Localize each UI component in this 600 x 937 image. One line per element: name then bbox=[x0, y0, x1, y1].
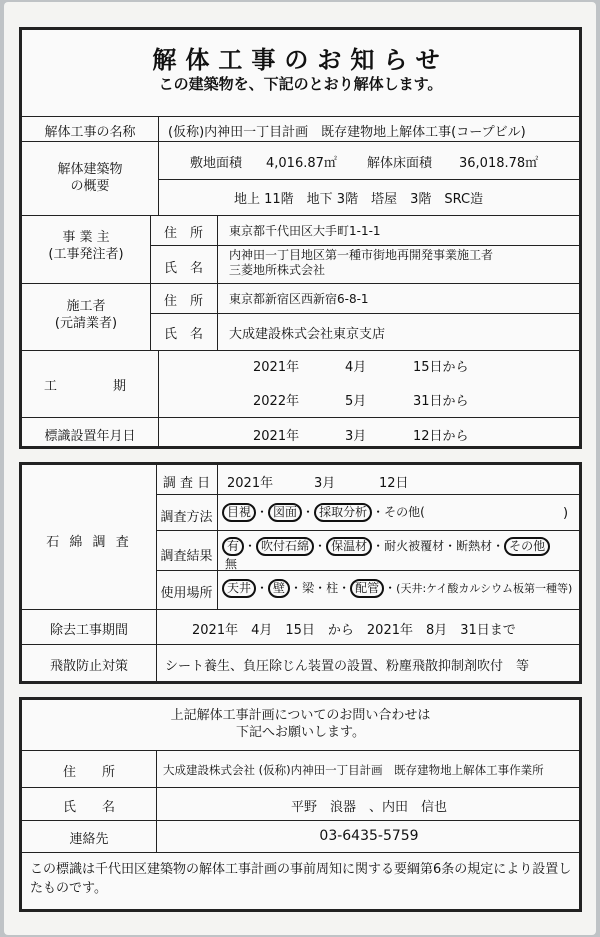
location-piping: 配管 bbox=[350, 579, 384, 598]
legal-note: この標識は千代田区建築物の解体工事計画の事前周知に関する要綱第6条の規定により設置したものです。 bbox=[30, 862, 572, 896]
location-label: 使用場所 bbox=[160, 586, 213, 601]
period-end-day: 31日から bbox=[413, 394, 469, 409]
method-visual: 目視 bbox=[222, 503, 256, 522]
demolition-notice-panel bbox=[19, 27, 582, 449]
result-insulation: 保温材 bbox=[326, 537, 372, 556]
column-divider bbox=[158, 350, 159, 449]
location-beam: 梁 bbox=[302, 581, 315, 595]
result-none: 無 bbox=[225, 557, 238, 571]
row-divider bbox=[156, 570, 582, 571]
asbestos-section-label: 石 綿 調 査 bbox=[46, 535, 132, 550]
owner-name-line: 内神田一丁目地区第一種市街地再開発事業施工者 bbox=[229, 248, 494, 262]
contact-name-value: 平野 浪器 、内田 信也 bbox=[290, 800, 447, 815]
project-name-label: 解体工事の名称 bbox=[44, 125, 136, 140]
row-divider bbox=[22, 141, 582, 142]
contractor-address-label: 住 所 bbox=[163, 294, 203, 309]
row-divider bbox=[150, 245, 582, 246]
period-label: 工 期 bbox=[43, 379, 136, 394]
contractor-address-value: 東京都新宿区西新宿6-8-1 bbox=[229, 292, 369, 306]
notice-title: 解体工事のお知らせ bbox=[152, 46, 449, 74]
location-wall: 壁 bbox=[268, 579, 290, 598]
label-line: 解体建築物 bbox=[57, 162, 123, 177]
label-line: (元請業者) bbox=[54, 316, 118, 331]
row-divider bbox=[22, 644, 582, 645]
location-ceiling: 天井 bbox=[222, 579, 256, 598]
survey-method-values: 目視 ・ 図面 ・ 採取分析 ・その他( bbox=[222, 503, 425, 522]
row-divider bbox=[22, 852, 582, 853]
location-values: 天井 ・ 壁 ・梁・柱・ 配管 ・(天井:ケイ酸カルシウム板第一種等) bbox=[222, 579, 572, 598]
owner-name-line: 三菱地所株式会社 bbox=[229, 263, 326, 277]
removal-period-value: 2021年 4月 15日 から 2021年 8月 31日まで bbox=[192, 623, 516, 638]
row-divider bbox=[156, 494, 582, 495]
contact-intro bbox=[22, 707, 579, 741]
row-divider bbox=[22, 820, 582, 821]
period-start-day: 15日から bbox=[413, 360, 469, 375]
method-drawing: 図面 bbox=[268, 503, 302, 522]
survey-date-day: 12日 bbox=[379, 476, 409, 491]
prevention-label: 飛散防止対策 bbox=[49, 659, 128, 674]
intro-line: 下記へお願いします。 bbox=[236, 725, 365, 740]
column-divider bbox=[158, 116, 159, 215]
contractor-label bbox=[22, 298, 150, 332]
removal-period-label: 除去工事期間 bbox=[49, 623, 128, 638]
owner-name-value bbox=[229, 248, 493, 278]
row-divider bbox=[22, 609, 582, 610]
owner-label bbox=[22, 229, 150, 263]
owner-address-label: 住 所 bbox=[163, 226, 203, 241]
column-divider bbox=[217, 465, 218, 609]
label-line: 施工者 bbox=[66, 299, 106, 314]
location-note: (天井:ケイ酸カルシウム板第一種等) bbox=[396, 582, 573, 595]
survey-date-label: 調 査 日 bbox=[162, 476, 211, 491]
column-divider bbox=[217, 215, 218, 350]
method-other: その他( bbox=[384, 505, 425, 519]
label-line: の概要 bbox=[70, 179, 110, 194]
result-fireproofing: 耐火被覆材 bbox=[384, 539, 445, 553]
contact-address-value: 大成建設株式会社 (仮称)内神田一丁目計画 既存建物地上解体工事作業所 bbox=[163, 763, 544, 777]
survey-date-month: 3月 bbox=[314, 476, 336, 491]
result-present: 有 bbox=[222, 537, 244, 556]
contact-name-label: 氏 名 bbox=[62, 800, 115, 815]
owner-name-label: 氏 名 bbox=[163, 261, 203, 276]
column-divider bbox=[156, 465, 157, 684]
sign-date-year: 2021年 bbox=[253, 429, 300, 444]
intro-line: 上記解体工事計画についてのお問い合わせは bbox=[170, 708, 431, 723]
survey-result-label: 調査結果 bbox=[160, 549, 213, 564]
sign-date-day: 12日から bbox=[413, 429, 469, 444]
site-area-label: 敷地面積 bbox=[190, 156, 243, 171]
method-close-paren: ) bbox=[563, 506, 569, 521]
result-sprayed-asbestos: 吹付石綿 bbox=[256, 537, 314, 556]
row-divider bbox=[22, 283, 582, 284]
contractor-name-value: 大成建設株式会社東京支店 bbox=[229, 327, 386, 342]
prevention-value: シート養生、負圧除じん装置の設置、粉塵飛散抑制剤吹付 等 bbox=[165, 659, 530, 674]
method-sampling: 採取分析 bbox=[314, 503, 372, 522]
label-line: (工事発注者) bbox=[48, 247, 124, 262]
row-divider bbox=[22, 787, 582, 788]
notice-subtitle: この建築物を、下記のとおり解体します。 bbox=[158, 75, 443, 93]
survey-date-year: 2021年 bbox=[227, 476, 274, 491]
survey-result-values: 有 ・ 吹付石綿 ・ 保温材 ・耐火被覆材・断熱材・ その他 bbox=[222, 537, 550, 556]
asbestos-survey-panel bbox=[19, 462, 582, 684]
floor-area-value: 36,018.78㎡ bbox=[459, 156, 539, 171]
row-divider bbox=[22, 116, 582, 117]
structure-value: 地上 11階 地下 3階 塔屋 3階 SRC造 bbox=[234, 192, 484, 207]
row-divider bbox=[22, 750, 582, 751]
period-end-month: 5月 bbox=[345, 394, 367, 409]
row-divider bbox=[22, 417, 582, 418]
sign-date-label: 標識設置年月日 bbox=[44, 429, 136, 444]
label-line: 事 業 主 bbox=[62, 230, 110, 245]
row-divider bbox=[22, 215, 582, 216]
row-divider bbox=[150, 313, 582, 314]
contact-address-label: 住 所 bbox=[62, 765, 115, 780]
sign-date-month: 3月 bbox=[345, 429, 367, 444]
contact-phone-value: 03-6435-5759 bbox=[319, 828, 419, 844]
site-area-value: 4,016.87㎡ bbox=[266, 156, 337, 171]
contact-phone-label: 連絡先 bbox=[69, 832, 109, 847]
project-name-value: (仮称)内神田一丁目計画 既存建物地上解体工事(コープビル) bbox=[168, 125, 526, 140]
survey-method-label: 調査方法 bbox=[160, 510, 213, 525]
period-end-year: 2022年 bbox=[253, 394, 300, 409]
building-overview-label bbox=[22, 161, 158, 195]
result-other: その他 bbox=[504, 537, 550, 556]
floor-area-label: 解体床面積 bbox=[367, 156, 433, 171]
period-start-year: 2021年 bbox=[253, 360, 300, 375]
owner-address-value: 東京都千代田区大手町1-1-1 bbox=[229, 224, 381, 238]
period-start-month: 4月 bbox=[345, 360, 367, 375]
location-column: 柱 bbox=[326, 581, 339, 595]
contractor-name-label: 氏 名 bbox=[163, 327, 203, 342]
row-divider bbox=[158, 179, 582, 180]
row-divider bbox=[156, 530, 582, 531]
row-divider bbox=[22, 350, 582, 351]
result-thermal-insulation: 断熱材 bbox=[456, 539, 493, 553]
contact-panel bbox=[19, 697, 582, 912]
